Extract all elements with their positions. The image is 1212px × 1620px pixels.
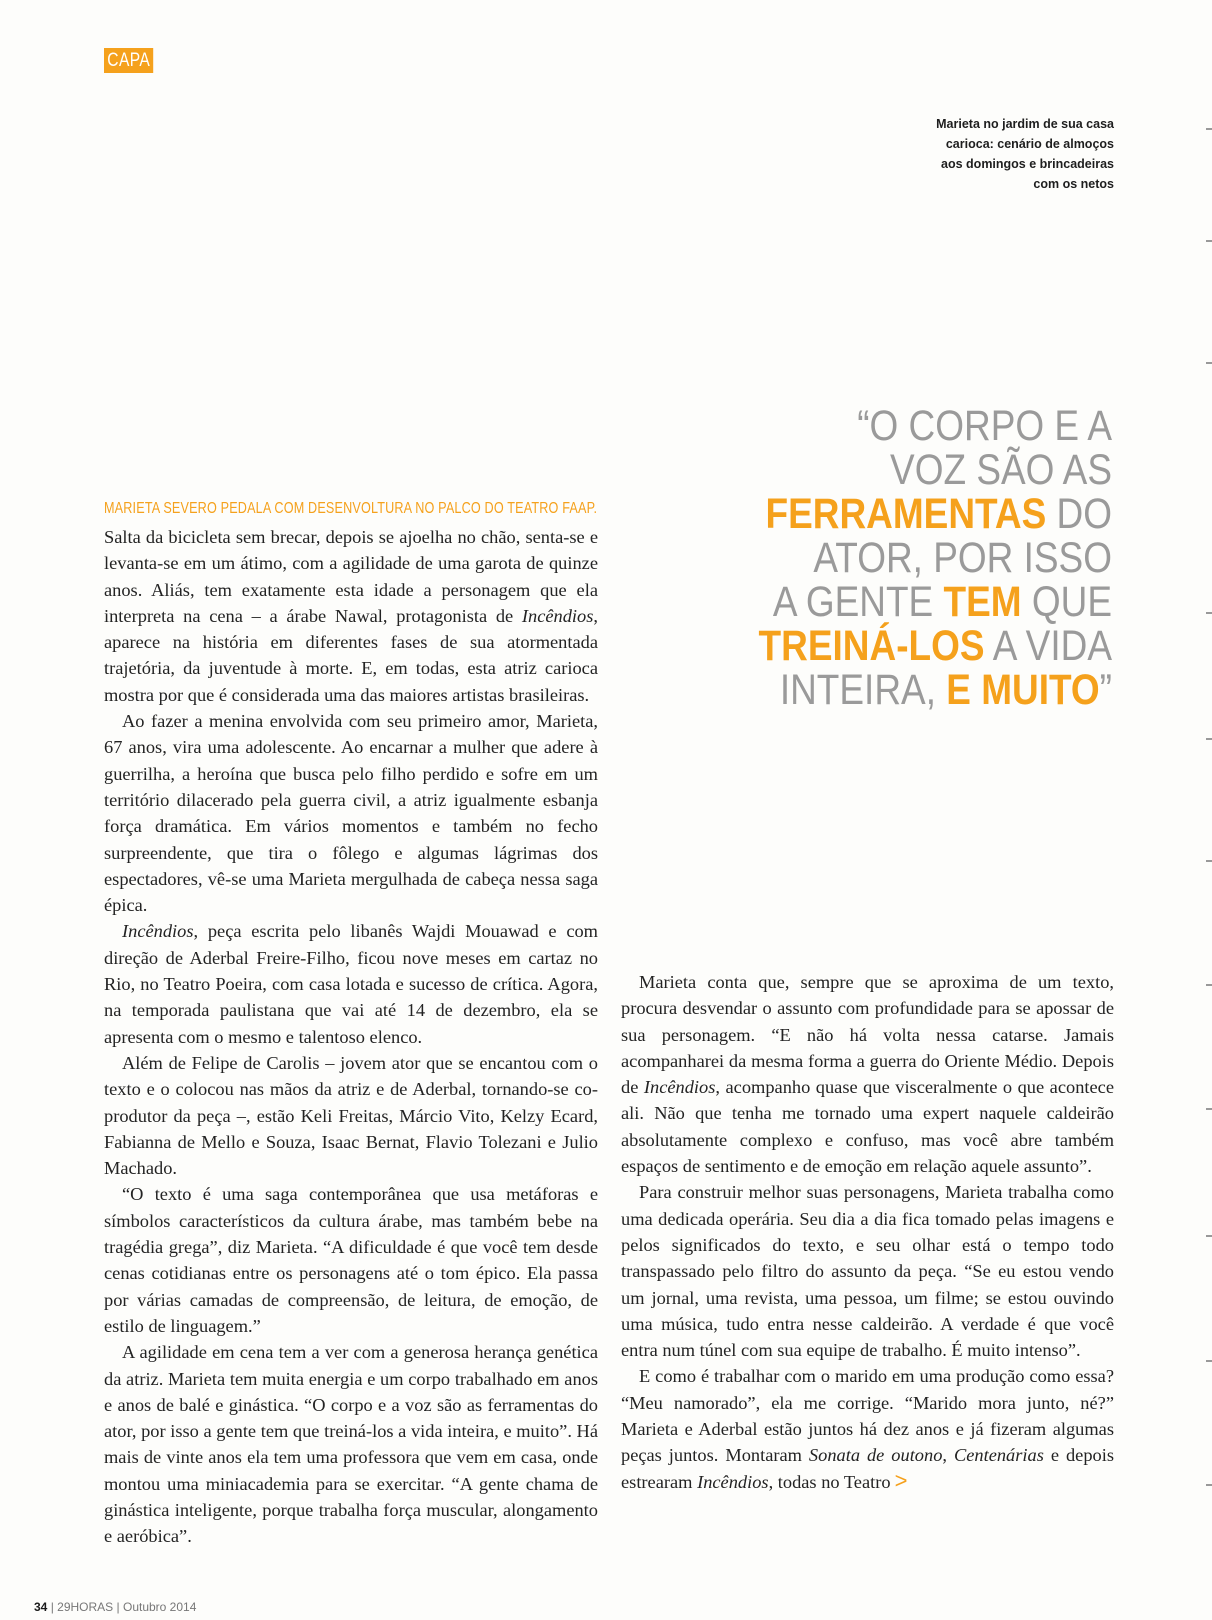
pull-quote-line: DO (1046, 490, 1112, 538)
pull-quote-line: “O CORPO E A (857, 402, 1112, 450)
text-run: , peça escrita pelo libanês Wajdi Mouawad e com direção de Aderbal Freire-Filho, ficou nove meses em cartaz no Rio, no Teatro Poeira, com casa lotada e sucesso de crítica. Agora, na temporada paulistana que vai até 14 de dezembro, ela se apresenta com o mesmo e talentoso elenco. (104, 921, 598, 1047)
paragraph: Além de Felipe de Carolis – jovem ator que se encantou com o texto e o colocou nas mãos da atriz e de Aderbal, tornando-se co-produtor da peça –, estão Keli Freitas, Márcio Vito, Kelzy Ecard, Fabianna de Mello e Souza, Isaac Bernat, Flavio Tolezani e Julio Machado. (104, 1052, 598, 1179)
text-run: e depois estrearam (621, 1445, 1114, 1492)
text-run: E como é trabalhar com o marido em uma produção como essa? “Meu namorado”, ela me corrige. “Marido mora junto, né?” Marieta e Aderbal estão juntos há dez anos e já fizeram algumas peças juntos. Montaram (621, 1366, 1114, 1466)
lead-heading: MARIETA SEVERO PEDALA COM DESENVOLTURA NO PALCO DO TEATRO FAAP. (104, 500, 598, 517)
section-tag: CAPA (104, 48, 153, 73)
paragraph (621, 1363, 1114, 1494)
pull-quote-line: A GENTE (772, 578, 944, 626)
scan-edge-mark (1206, 738, 1212, 740)
photo-caption: Marieta no jardim de sua casa carioca: cenário de almoços aos domingos e brincadeiras com os netos (936, 117, 1114, 191)
page-number: 34 (34, 1600, 48, 1614)
pull-quote-line: INTEIRA, (779, 666, 947, 714)
pull-quote (751, 404, 1112, 712)
scan-edge-mark (1206, 860, 1212, 862)
text-run: , acompanho quase que visceralmente o que acontece ali. Não que tenha me tornado uma expert naquele caldeirão absolutamente complexo e confuso, mas você abre também espaços de sentimento e de emoção em relação aquele assunto”. (621, 1077, 1114, 1177)
pull-quote-highlight: TREINÁ-LOS (758, 622, 985, 670)
scan-edge-mark (1206, 1108, 1212, 1110)
pull-quote-line: ATOR, POR ISSO (813, 534, 1112, 582)
pull-quote-highlight: FERRAMENTAS (765, 490, 1047, 538)
italic-title: Incêndios (521, 605, 594, 626)
scan-edge-mark (1206, 128, 1212, 130)
paragraph (104, 918, 598, 1049)
italic-title: Centenárias (953, 1445, 1044, 1466)
paragraph (621, 969, 1114, 1179)
scan-edge-mark (1206, 984, 1212, 986)
italic-title: Sonata de outono (808, 1445, 943, 1466)
scan-edge-mark (1206, 1235, 1212, 1237)
footer-separator: | (113, 1600, 123, 1614)
pull-quote-line: ” (1099, 666, 1112, 714)
pull-quote-highlight: E MUITO (946, 666, 1100, 714)
scan-edge-mark (1206, 1360, 1212, 1362)
scan-edge-mark (1206, 1484, 1212, 1486)
scan-edge-mark (1206, 240, 1212, 242)
paragraph: Para construir melhor suas personagens, Marieta trabalha como uma dedicada operária. Seu dia a dia fica tomado pelas imagens e pelos significados do texto, e seu olhar está o tempo todo transpassado pelo filtro do assunto da peça. “Se eu estou vendo um jornal, uma revista, uma pessoa, um filme; se estou ouvindo uma música, tudo entra nesse caldeirão. A verdade é que você entra num túnel com sua equipe de trabalho. É muito intenso”. (621, 1182, 1114, 1361)
text-run: Salta da bicicleta sem brecar, depois se ajoelha no chão, senta-se e levanta-se em um átimo, com a agilidade de uma garota de quinze anos. Aliás, tem exatamente esta idade a personagem que ela interpreta na cena – a árabe Nawal, protagonista de (104, 527, 598, 626)
scan-edge-mark (1206, 612, 1212, 614)
pull-quote-line: QUE (1021, 578, 1112, 626)
continue-arrow-icon: > (894, 1467, 908, 1493)
pull-quote-line: VOZ SÃO AS (890, 446, 1112, 494)
italic-title: Incêndios (643, 1077, 716, 1098)
text-run: Marieta conta que, sempre que se aproxima de um texto, procura desvendar o assunto com profundidade para se apossar de sua personagem. “E não há volta nessa catarse. Jamais acompanharei da mesma forma a guerra do Oriente Médio. Depois de (621, 972, 1114, 1098)
issue-date: Outubro 2014 (122, 1600, 197, 1614)
article-column-left (104, 498, 598, 1550)
scan-edge-mark (1206, 362, 1212, 364)
pull-quote-highlight: TEM (943, 578, 1022, 626)
page-footer (34, 1600, 196, 1614)
text-run: , aparece na história em diferentes fases de sua atormentada trajetória, da juventude à morte. E, em todas, esta atriz carioca mostra por que é considerada uma das maiores artistas brasileiras. (104, 605, 598, 705)
text-run: , (942, 1445, 954, 1466)
italic-title: Incêndios (122, 921, 194, 942)
text-run: , todas no Teatro (768, 1471, 891, 1492)
magazine-name: 29HORAS (57, 1600, 114, 1614)
pull-quote-line: A VIDA (984, 622, 1112, 670)
paragraph: “O texto é uma saga contemporânea que usa metáforas e símbolos característicos da cultura árabe, mas também bebe na tragédia grega”, diz Marieta. “A dificuldade é que você tem desde cenas cotidianas entre os personagens até o tom épico. Ela passa por várias camadas de compreensão, de leitura, de emoção, de estilo de linguagem.” (104, 1184, 598, 1336)
paragraph (104, 524, 598, 708)
article-column-right (621, 969, 1114, 1495)
footer-separator: | (47, 1600, 58, 1614)
paragraph: A agilidade em cena tem a ver com a generosa herança genética da atriz. Marieta tem muita energia e um corpo trabalhado em anos e anos de balé e ginástica. “O corpo e a voz são as ferramentas do ator, por isso a gente tem que treiná-los a vida inteira, e muito”. Há mais de vinte anos ela tem uma professora que vem em casa, onde montou uma miniacademia para se exercitar. “A gente chama de ginástica inteligente, porque trabalha força muscular, alongamento e aeróbica”. (104, 1342, 598, 1547)
italic-title: Incêndios (697, 1471, 769, 1492)
paragraph: Ao fazer a menina envolvida com seu primeiro amor, Marieta, 67 anos, vira uma adolescente. Ao encarnar a mulher que adere à guerrilha, a heroína que busca pelo filho perdido e sofre em um território dilacerado pela guerra civil, a atriz igualmente esbanja força dramática. Em vários momentos e também no fecho surpreendente, que tira o fôlego e algumas lágrimas dos espectadores, vê-se uma Marieta mergulhada de cabeça nessa saga épica. (104, 711, 598, 916)
